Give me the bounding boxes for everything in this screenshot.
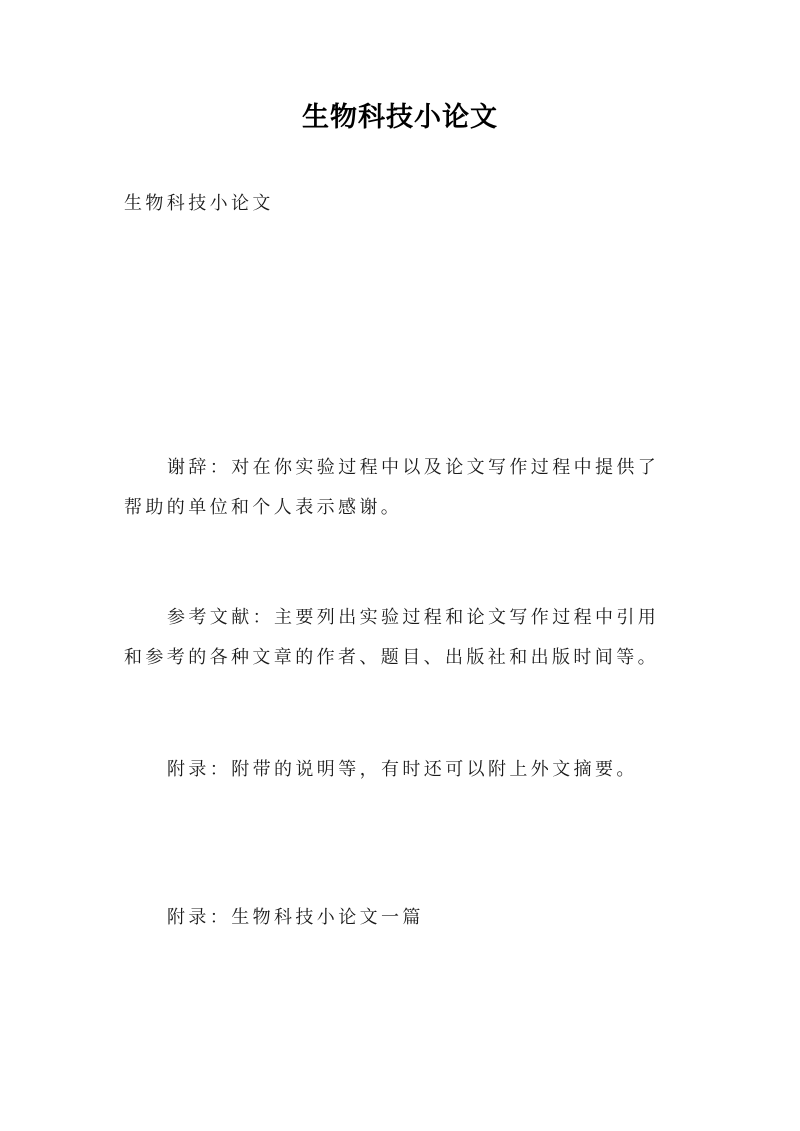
document-subtitle: 生物科技小论文 <box>124 193 274 214</box>
document-title: 生物科技小论文 <box>302 102 498 133</box>
paragraph-acknowledgements: 谢辞：对在你实验过程中以及论文写作过程中提供了帮助的单位和个人表示感谢。 <box>124 457 660 518</box>
paragraph-appendix: 附录：附带的说明等，有时还可以附上外文摘要。 <box>167 759 638 780</box>
paragraph-references: 参考文献：主要列出实验过程和论文写作过程中引用和参考的各种文章的作者、题目、出版社和出版时间等。 <box>124 607 660 668</box>
paragraph-appendix-essay: 附录：生物科技小论文一篇 <box>167 907 424 928</box>
